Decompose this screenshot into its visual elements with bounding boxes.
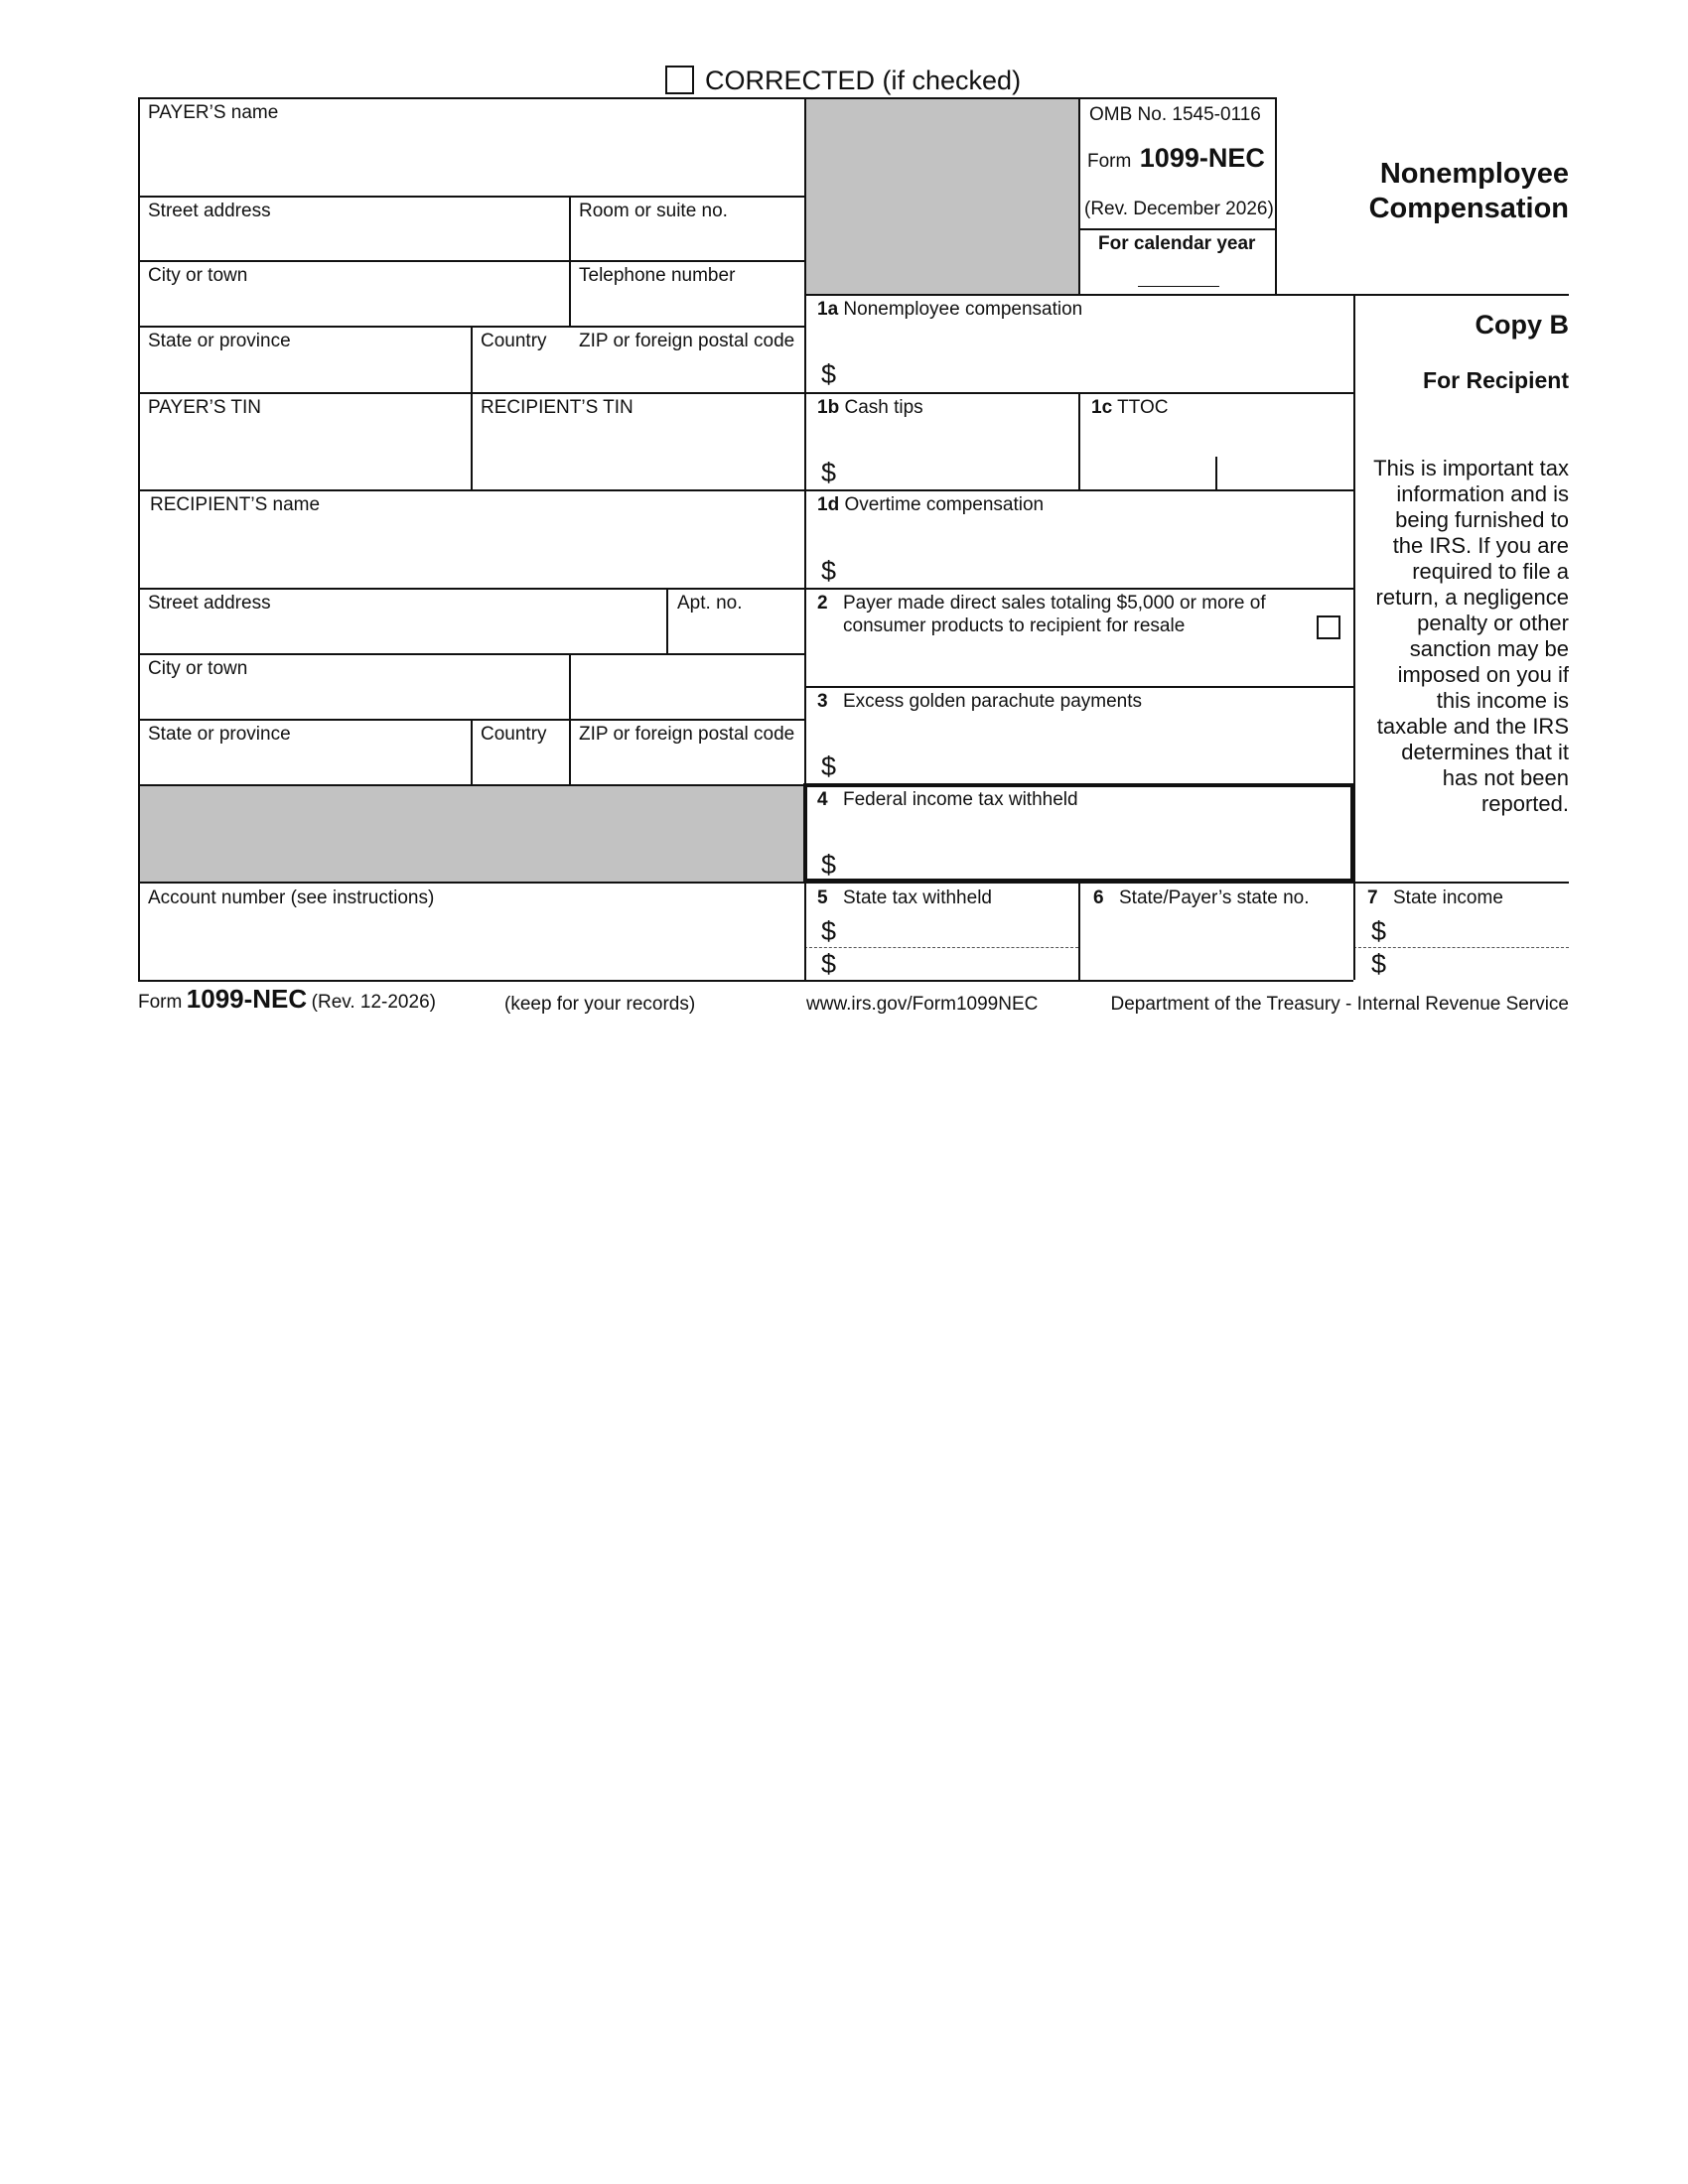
dollar-sign: $ [821, 359, 837, 389]
box-5-field-1[interactable] [844, 913, 1076, 945]
box-6-field-2[interactable] [1080, 949, 1351, 978]
copy-subtitle: For Recipient [1423, 367, 1569, 393]
notice-line: required to file a [1412, 559, 1569, 584]
footer-form-word: Form [138, 992, 183, 1013]
recipient-country-field[interactable] [473, 747, 567, 782]
form-title-line1: Nonemployee [1379, 158, 1569, 190]
box-6-field-1[interactable] [1080, 913, 1351, 945]
footer-form-name: 1099-NEC [186, 984, 308, 1014]
box-title: Nonemployee compensation [843, 299, 1083, 320]
payer-zip-label: ZIP or foreign postal code [579, 331, 795, 351]
box-2-line2: consumer products to recipient for resale [843, 615, 1186, 636]
rule [138, 97, 1275, 99]
notice-line: determines that it [1401, 740, 1569, 764]
dollar-sign: $ [821, 949, 837, 979]
corrected-label: CORRECTED (if checked) [705, 66, 1022, 95]
payer-room-label: Room or suite no. [579, 201, 728, 221]
payer-street-field[interactable] [140, 223, 567, 258]
footer-form-id [138, 984, 436, 1015]
dashed-rule [804, 947, 1078, 948]
dollar-sign: $ [821, 850, 837, 880]
rule [138, 653, 804, 655]
footer-url: www.irs.gov/Form1099NEC [806, 994, 1039, 1015]
calendar-year-field[interactable] [1138, 264, 1219, 287]
dollar-sign: $ [821, 751, 837, 781]
calendar-year-label: For calendar year [1098, 233, 1256, 254]
recipient-state-label: State or province [148, 724, 291, 745]
corrected-checkbox[interactable] [665, 66, 694, 94]
payer-country-label: Country [481, 331, 547, 351]
payer-name-label: PAYER’S name [148, 102, 279, 123]
notice-line: the IRS. If you are [1392, 533, 1569, 558]
dollar-sign: $ [821, 916, 837, 946]
box-3-field[interactable] [844, 719, 1350, 782]
box-number: 1c [1091, 397, 1113, 418]
recipient-street-field[interactable] [140, 615, 664, 651]
notice-line: penalty or other [1417, 611, 1569, 635]
payer-state-field[interactable] [140, 353, 469, 390]
box-1d-field[interactable] [844, 523, 1350, 586]
notice-line: taxable and the IRS [1376, 714, 1569, 739]
box-4-label: Federal income tax withheld [843, 789, 1078, 810]
box-5-number: 5 [817, 887, 828, 908]
recipient-tin-field[interactable] [473, 420, 802, 487]
form-word: Form [1087, 151, 1132, 172]
payer-street-label: Street address [148, 201, 271, 221]
box-1c-label [1091, 397, 1168, 419]
rule [138, 784, 804, 786]
box-title: Overtime compensation [844, 494, 1045, 515]
account-number-label: Account number (see instructions) [148, 887, 435, 908]
payer-zip-field[interactable] [571, 353, 802, 390]
dashed-rule [1353, 947, 1569, 948]
shaded-area-top [804, 97, 1078, 294]
recipient-city-field[interactable] [140, 681, 802, 717]
recipient-street-label: Street address [148, 593, 271, 614]
rule [138, 392, 1353, 394]
dollar-sign: $ [821, 556, 837, 586]
box-3-label: Excess golden parachute payments [843, 691, 1143, 712]
rule [804, 686, 1353, 688]
recipient-zip-field[interactable] [571, 747, 802, 782]
box-2-checkbox[interactable] [1317, 615, 1340, 639]
recipient-city-label: City or town [148, 658, 248, 679]
payer-phone-label: Telephone number [579, 265, 736, 286]
box-6-label: State/Payer’s state no. [1119, 887, 1310, 908]
recipient-name-label: RECIPIENT’S name [150, 494, 321, 515]
shaded-area-left [138, 784, 804, 882]
box-title: Cash tips [844, 397, 923, 418]
box-4-number: 4 [817, 789, 828, 810]
payer-tin-field[interactable] [140, 420, 469, 487]
copy-notice [1353, 456, 1569, 817]
box-2-line1: Payer made direct sales totaling $5,000 or more of [843, 593, 1266, 614]
payer-city-field[interactable] [140, 288, 567, 324]
box-number: 1b [817, 397, 840, 418]
notice-line: imposed on you if [1397, 662, 1569, 687]
form-revision: (Rev. December 2026) [1084, 199, 1274, 219]
box-7-field-2[interactable] [1394, 949, 1569, 978]
box-1a-field[interactable] [844, 328, 1350, 389]
footer-form-rev: (Rev. 12-2026) [311, 992, 436, 1013]
rule [138, 260, 804, 262]
recipient-zip-label: ZIP or foreign postal code [579, 724, 795, 745]
payer-phone-field[interactable] [571, 288, 802, 324]
notice-line: This is important tax [1373, 456, 1569, 480]
recipient-country-label: Country [481, 724, 547, 745]
rule [1078, 97, 1080, 294]
box-7-label: State income [1393, 887, 1503, 908]
recipient-tin-label: RECIPIENT’S TIN [481, 397, 633, 418]
rule [138, 588, 1353, 590]
recipient-name-field[interactable] [140, 517, 802, 586]
notice-line: has not been [1442, 765, 1569, 790]
notice-line: reported. [1480, 791, 1569, 816]
box-number: 1a [817, 299, 839, 320]
box-1b-field[interactable] [844, 425, 1076, 487]
notice-line: return, a negligence [1375, 585, 1569, 610]
box-1a-label [817, 299, 1082, 321]
payer-state-label: State or province [148, 331, 291, 351]
payer-city-label: City or town [148, 265, 248, 286]
copy-title: Copy B [1475, 310, 1569, 340]
dollar-sign: $ [1371, 916, 1387, 946]
box-7-number: 7 [1367, 887, 1378, 908]
payer-tin-label: PAYER’S TIN [148, 397, 262, 418]
dollar-sign: $ [1371, 949, 1387, 979]
rule [804, 294, 1569, 296]
box-2-number: 2 [817, 593, 828, 614]
recipient-state-field[interactable] [140, 747, 469, 782]
recipient-apt-field[interactable] [668, 615, 802, 651]
notice-line: being furnished to [1395, 507, 1569, 532]
footer-keep: (keep for your records) [504, 994, 696, 1015]
account-number-field[interactable] [140, 910, 802, 978]
dollar-sign: $ [821, 458, 837, 487]
box-number: 1d [817, 494, 840, 515]
payer-name-field[interactable] [140, 125, 802, 193]
box-3-number: 3 [817, 691, 828, 712]
box-1d-label [817, 494, 1044, 516]
form-id [1087, 143, 1265, 174]
rule [138, 980, 1353, 982]
notice-line: information and is [1396, 481, 1569, 506]
notice-line: sanction may be [1409, 636, 1569, 661]
box-5-field-2[interactable] [844, 949, 1076, 978]
recipient-apt-label: Apt. no. [677, 593, 743, 614]
box-6-number: 6 [1093, 887, 1104, 908]
footer-department: Department of the Treasury - Internal Revenue Service [1110, 994, 1569, 1015]
omb-number: OMB No. 1545-0116 [1089, 104, 1261, 125]
notice-line: this income is [1436, 688, 1569, 713]
box-1b-label [817, 397, 923, 419]
box-4-field[interactable] [844, 816, 1345, 878]
box-1c-field[interactable] [1080, 425, 1351, 487]
form-title-line2: Compensation [1368, 193, 1569, 224]
form-name: 1099-NEC [1139, 143, 1265, 173]
box-title: TTOC [1117, 397, 1169, 418]
payer-country-field[interactable] [473, 353, 567, 390]
box-5-label: State tax withheld [843, 887, 992, 908]
rule [138, 196, 804, 198]
payer-room-field[interactable] [571, 223, 802, 258]
rule [138, 489, 1353, 491]
box-7-field-1[interactable] [1394, 913, 1569, 945]
rule [1078, 228, 1275, 230]
